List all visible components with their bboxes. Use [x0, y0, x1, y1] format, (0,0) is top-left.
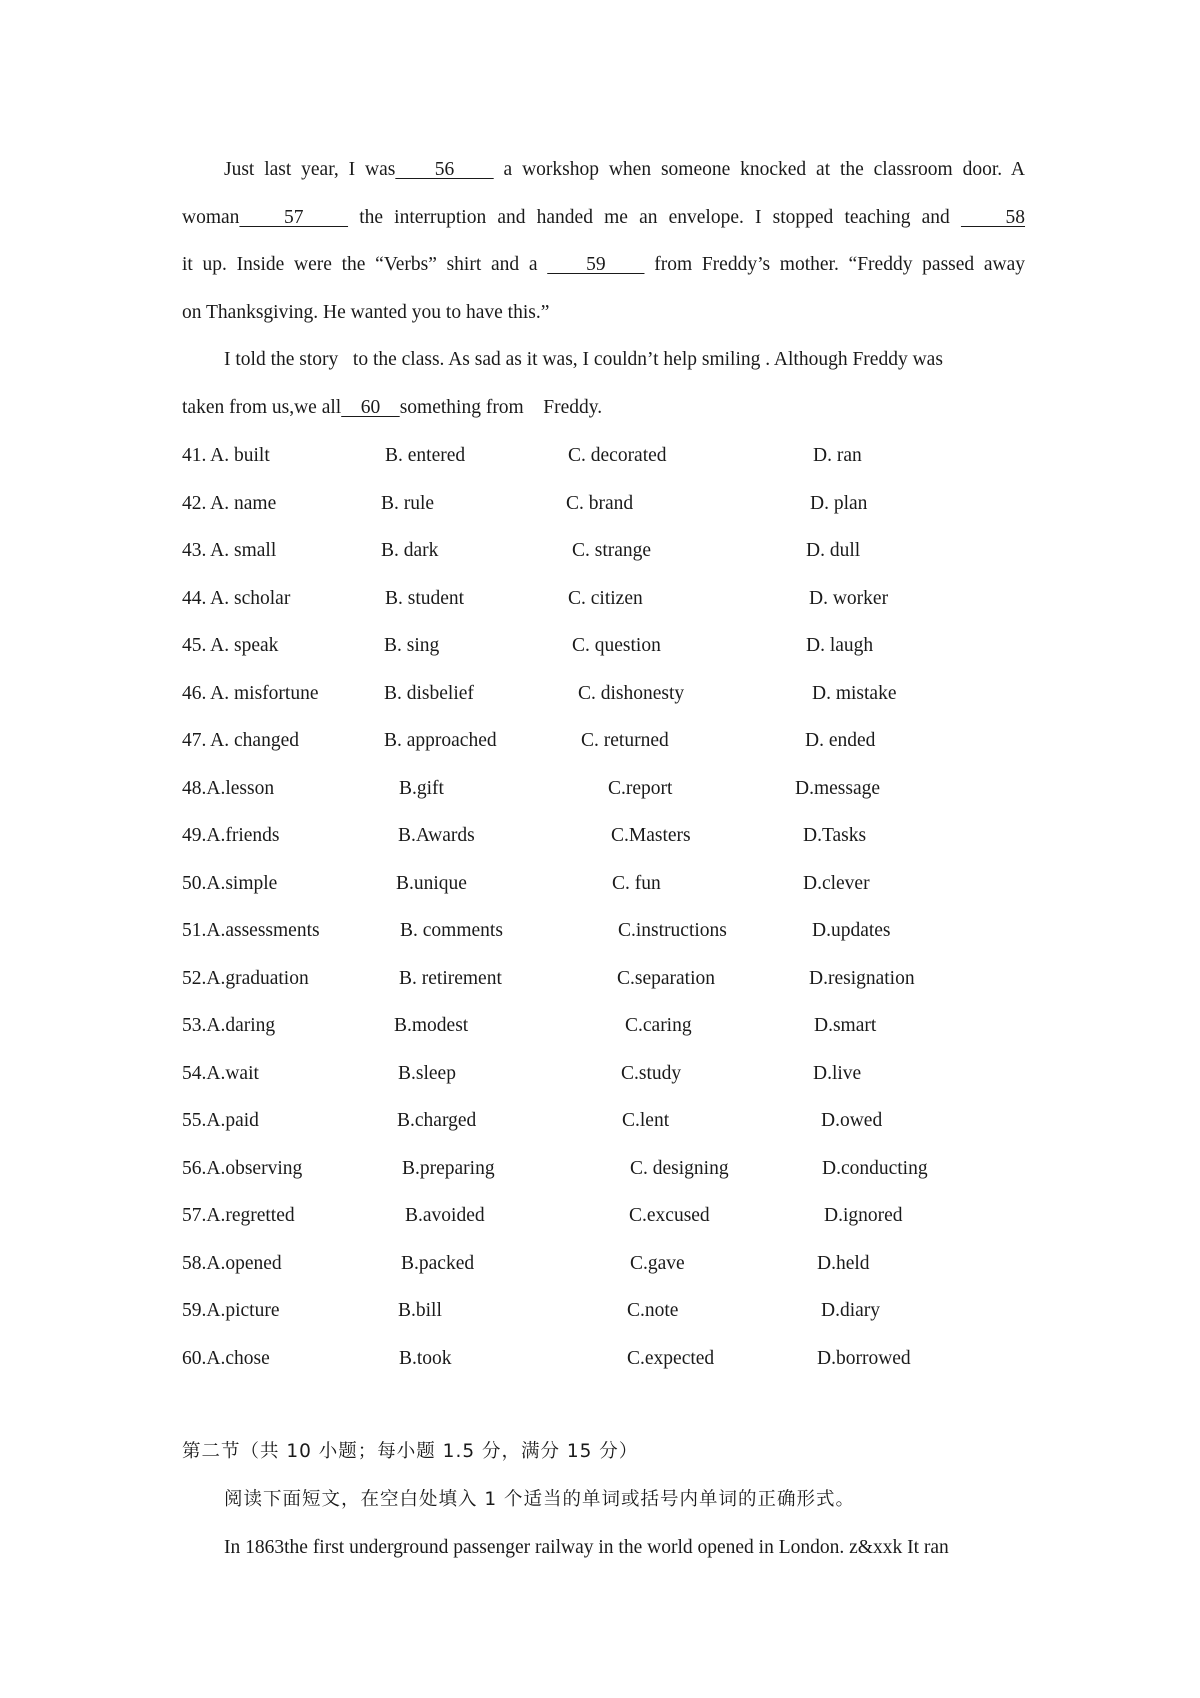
option-row: [0, 539, 1200, 563]
option-c: C. question: [572, 635, 661, 656]
option-row: [0, 1062, 1200, 1086]
option-a: 41. A. built: [182, 445, 270, 466]
option-b: B. disbelief: [384, 682, 474, 704]
option-a: 51.A.assessments: [182, 920, 320, 941]
option-c: C.report: [608, 777, 673, 799]
option-d: D.updates: [812, 920, 891, 941]
option-c: C. dishonesty: [578, 682, 685, 704]
option-row: [0, 919, 1200, 943]
option-row: [0, 587, 1200, 611]
answer-blank-56: 56: [395, 159, 494, 180]
passage-line: it up. Inside were the “Verbs” shirt and a 59 from Freddy’s mother. “Freddy passed away: [182, 254, 1026, 275]
option-d: D. ended: [805, 730, 876, 751]
option-a: 50.A.simple: [182, 872, 278, 894]
option-d: D.message: [795, 777, 881, 799]
option-a: 60.A.chose: [182, 1347, 270, 1369]
option-c: C.study: [621, 1062, 682, 1084]
option-d: D.smart: [814, 1015, 877, 1036]
option-b: B.preparing: [402, 1157, 495, 1179]
option-b: B.modest: [394, 1015, 469, 1036]
option-a: 59.A.picture: [182, 1300, 280, 1321]
option-row: [0, 1252, 1200, 1276]
passage-line: I told the story to the class. As sad as it was, I couldn’t help smiling . Although Freddy was: [224, 349, 943, 370]
option-row: [0, 967, 1200, 991]
passage-line: on Thanksgiving. He wanted you to have this.”: [182, 302, 550, 323]
option-b: B.packed: [401, 1252, 475, 1274]
option-c: C.lent: [622, 1110, 670, 1131]
option-row: [0, 1204, 1200, 1228]
option-c: C.caring: [625, 1015, 692, 1036]
passage-line: woman 57 the interruption and handed me an envelope. I stopped teaching and 58: [182, 207, 1026, 228]
option-row: [0, 1347, 1200, 1371]
option-row: [0, 824, 1200, 848]
option-a: 54.A.wait: [182, 1062, 259, 1084]
option-row: [0, 1157, 1200, 1181]
option-c: C.instructions: [618, 920, 727, 941]
option-a: 58.A.opened: [182, 1252, 282, 1274]
option-c: C.expected: [627, 1347, 715, 1369]
option-row: [0, 777, 1200, 801]
option-c: C.note: [627, 1300, 679, 1321]
option-a: 56.A.observing: [182, 1157, 303, 1179]
option-b: B.gift: [399, 777, 444, 799]
option-d: D. mistake: [812, 682, 897, 704]
section-instruction: 阅读下面短文，在空白处填入 1 个适当的单词或括号内单词的正确形式。: [224, 1489, 856, 1510]
option-row: [0, 492, 1200, 516]
option-d: D.live: [813, 1062, 862, 1084]
option-b: B.charged: [397, 1110, 477, 1131]
option-d: D.Tasks: [803, 825, 867, 846]
option-row: [0, 634, 1200, 658]
option-row: [0, 682, 1200, 706]
option-d: D. laugh: [806, 635, 874, 656]
option-c: C.separation: [617, 967, 716, 989]
option-b: B.bill: [398, 1300, 442, 1321]
option-b: B.avoided: [405, 1205, 485, 1226]
passage-line: taken from us,we all 60 something from Freddy.: [182, 397, 603, 418]
option-row: [0, 1014, 1200, 1038]
option-c: C.excused: [629, 1205, 710, 1226]
option-d: D.clever: [803, 872, 870, 894]
passage-line: Just last year, I was 56 a workshop when someone knocked at the classroom door. A: [224, 159, 1025, 180]
option-d: D.conducting: [822, 1157, 928, 1179]
option-a: 44. A. scholar: [182, 587, 291, 609]
answer-blank-57: 57: [239, 207, 349, 228]
option-b: B.sleep: [398, 1062, 456, 1084]
option-a: 52.A.graduation: [182, 967, 309, 989]
section-heading: 第二节（共 10 小题；每小题 1.5 分，满分 15 分）: [182, 1441, 639, 1462]
option-d: D.ignored: [824, 1205, 903, 1226]
option-b: B.took: [399, 1347, 452, 1369]
passage-line: In 1863the first underground passenger railway in the world opened in London. z&xxk It ran: [224, 1537, 949, 1558]
option-c: C. strange: [572, 540, 652, 561]
option-row: [0, 444, 1200, 468]
option-d: D.held: [817, 1252, 870, 1274]
option-c: C. brand: [566, 492, 634, 514]
option-c: C. designing: [630, 1157, 729, 1179]
option-c: C. fun: [612, 872, 661, 894]
option-a: 42. A. name: [182, 492, 277, 514]
option-b: B. sing: [384, 635, 440, 656]
option-a: 43. A. small: [182, 540, 277, 561]
answer-blank-60: 60: [341, 397, 400, 418]
option-a: 46. A. misfortune: [182, 682, 319, 704]
option-a: 55.A.paid: [182, 1110, 259, 1131]
option-a: 48.A.lesson: [182, 777, 275, 799]
option-c: C. returned: [581, 730, 669, 751]
option-d: D. ran: [813, 445, 862, 466]
option-b: B. entered: [385, 445, 466, 466]
option-d: D.borrowed: [817, 1347, 911, 1369]
option-a: 53.A.daring: [182, 1015, 276, 1036]
option-d: D. plan: [810, 492, 868, 514]
option-d: D.resignation: [809, 967, 915, 989]
option-a: 57.A.regretted: [182, 1205, 295, 1226]
option-a: 45. A. speak: [182, 635, 279, 656]
option-d: D.owed: [821, 1110, 883, 1131]
option-c: C.gave: [630, 1252, 685, 1274]
option-c: C. decorated: [568, 445, 667, 466]
option-b: B. approached: [384, 730, 497, 751]
option-row: [0, 872, 1200, 896]
option-b: B. student: [385, 587, 465, 609]
option-b: B. retirement: [399, 967, 502, 989]
option-b: B. comments: [400, 920, 503, 941]
option-b: B.unique: [396, 872, 467, 894]
option-a: 49.A.friends: [182, 825, 280, 846]
option-d: D. dull: [806, 540, 861, 561]
option-row: [0, 729, 1200, 753]
option-d: D. worker: [809, 587, 889, 609]
option-row: [0, 1299, 1200, 1323]
option-d: D.diary: [821, 1300, 881, 1321]
answer-blank-58: 58: [960, 207, 1026, 228]
option-b: B. rule: [381, 492, 435, 514]
option-a: 47. A. changed: [182, 730, 299, 751]
option-c: C. citizen: [568, 587, 643, 609]
option-row: [0, 1109, 1200, 1133]
answer-blank-59: 59: [547, 254, 645, 275]
option-b: B. dark: [381, 540, 439, 561]
option-c: C.Masters: [611, 825, 691, 846]
option-b: B.Awards: [398, 825, 475, 846]
